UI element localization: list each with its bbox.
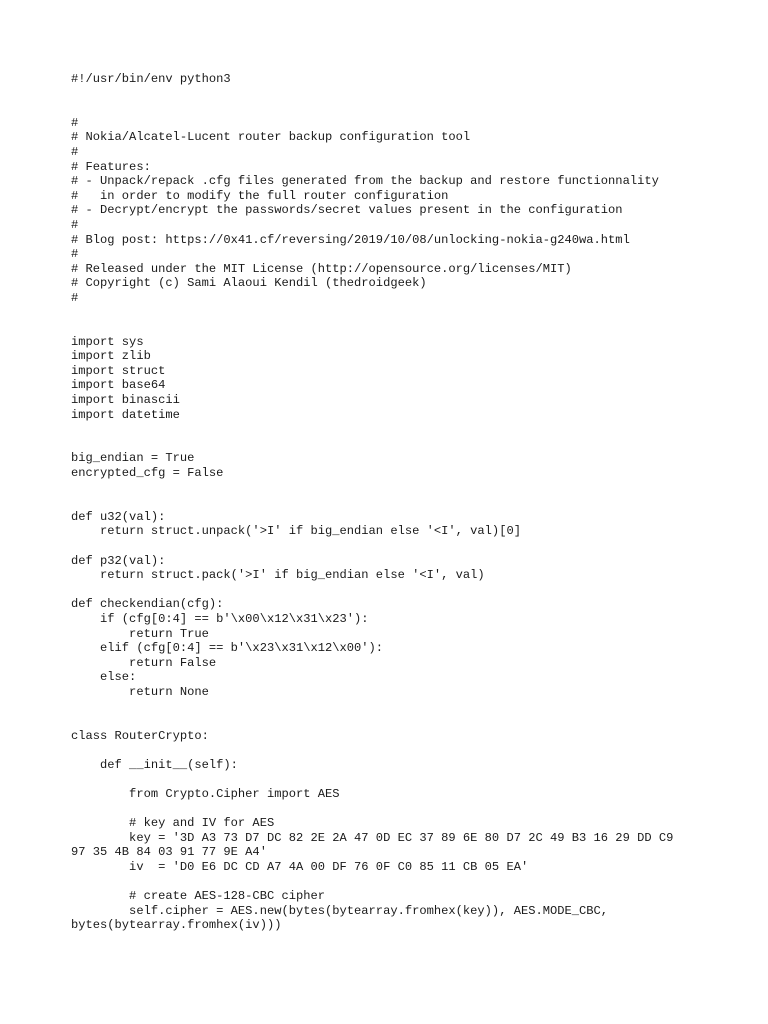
code-line bbox=[71, 875, 731, 890]
code-listing bbox=[71, 72, 731, 933]
code-line: # Nokia/Alcatel-Lucent router backup configuration tool bbox=[71, 130, 471, 145]
code-line: def __init__(self): bbox=[71, 757, 238, 772]
code-line bbox=[71, 802, 731, 817]
code-line: # Released under the MIT License (http://opensource.org/licenses/MIT) bbox=[71, 261, 572, 276]
code-line: 97 35 4B 84 03 91 77 9E A4' bbox=[71, 845, 267, 860]
code-line: # key and IV for AES bbox=[71, 816, 275, 831]
code-line: return None bbox=[71, 684, 209, 699]
code-line: self.cipher = AES.new(bytes(bytearray.fromhex(key)), AES.MODE_CBC, bbox=[71, 903, 609, 918]
code-line bbox=[71, 306, 731, 321]
code-line bbox=[71, 495, 731, 510]
code-line: encrypted_cfg = False bbox=[71, 466, 224, 481]
code-line: return False bbox=[71, 655, 217, 670]
code-line bbox=[71, 87, 731, 102]
code-line: # bbox=[71, 217, 79, 232]
code-line: #!/usr/bin/env python3 bbox=[71, 72, 231, 86]
code-line: # bbox=[71, 115, 79, 130]
code-line bbox=[71, 773, 731, 788]
code-line bbox=[71, 437, 731, 452]
code-line: big_endian = True bbox=[71, 451, 195, 466]
code-line: import struct bbox=[71, 363, 166, 378]
code-line: # bbox=[71, 247, 79, 262]
code-line bbox=[71, 743, 731, 758]
code-line: iv = 'D0 E6 DC CD A7 4A 00 DF 76 0F C0 85 11 CB 05 EA' bbox=[71, 860, 529, 875]
code-line: def p32(val): bbox=[71, 553, 166, 568]
code-line: # bbox=[71, 144, 79, 159]
code-line: # bbox=[71, 290, 79, 305]
code-line: return struct.pack('>I' if big_endian else '<I', val) bbox=[71, 568, 485, 583]
code-line bbox=[71, 101, 731, 116]
code-line: elif (cfg[0:4] == b'\x23\x31\x12\x00'): bbox=[71, 641, 384, 656]
code-line: bytes(bytearray.fromhex(iv))) bbox=[71, 918, 282, 933]
code-line bbox=[71, 539, 731, 554]
code-line bbox=[71, 481, 731, 496]
code-line: class RouterCrypto: bbox=[71, 728, 209, 743]
code-line: # in order to modify the full router configuration bbox=[71, 188, 449, 203]
code-line bbox=[71, 583, 731, 598]
code-line: # create AES-128-CBC cipher bbox=[71, 889, 326, 904]
code-line bbox=[71, 700, 731, 715]
code-line bbox=[71, 320, 731, 335]
code-line: if (cfg[0:4] == b'\x00\x12\x31\x23'): bbox=[71, 611, 369, 626]
code-line: import binascii bbox=[71, 393, 180, 408]
code-line bbox=[71, 422, 731, 437]
code-line: def checkendian(cfg): bbox=[71, 597, 224, 612]
code-line: # Copyright (c) Sami Alaoui Kendil (thedroidgeek) bbox=[71, 276, 427, 291]
code-line: import sys bbox=[71, 334, 144, 349]
code-line: # - Unpack/repack .cfg files generated from the backup and restore functionnality bbox=[71, 174, 659, 189]
code-line: import datetime bbox=[71, 407, 180, 422]
code-line: key = '3D A3 73 D7 DC 82 2E 2A 47 0D EC 37 89 6E 80 D7 2C 49 B3 16 29 DD C9 bbox=[71, 830, 674, 845]
code-line: else: bbox=[71, 670, 137, 685]
code-line: return struct.unpack('>I' if big_endian else '<I', val)[0] bbox=[71, 524, 521, 539]
code-line: return True bbox=[71, 626, 209, 641]
code-line: import base64 bbox=[71, 378, 166, 393]
code-line: def u32(val): bbox=[71, 509, 166, 524]
code-line: # Blog post: https://0x41.cf/reversing/2019/10/08/unlocking-nokia-g240wa.html bbox=[71, 232, 630, 247]
code-line: # Features: bbox=[71, 159, 151, 174]
code-line: import zlib bbox=[71, 349, 151, 364]
code-line: from Crypto.Cipher import AES bbox=[71, 787, 340, 802]
code-line bbox=[71, 714, 731, 729]
code-line: # - Decrypt/encrypt the passwords/secret values present in the configuration bbox=[71, 203, 623, 218]
